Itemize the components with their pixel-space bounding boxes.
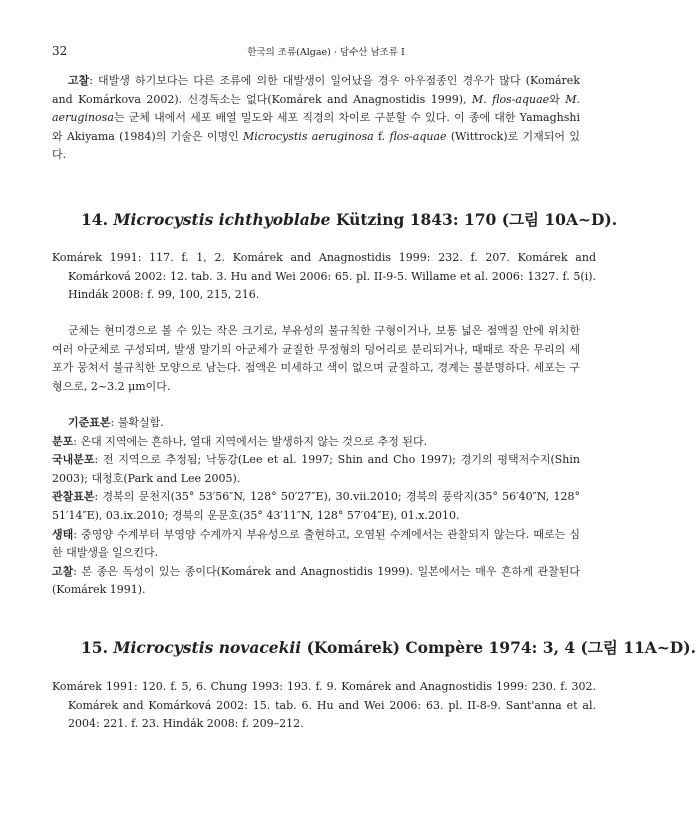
remarks-text-2: 와: [549, 92, 566, 106]
ecology-text: : 중영양 수계부터 부영양 수계까지 부유성으로 출현하고, 오염된 수계에서는 관찰되지 않는다. 때로는 심한 대발생을 일으킨다.: [52, 527, 580, 560]
species-14-details: [52, 414, 580, 600]
species-14-heading: [81, 208, 617, 230]
remarks-text-5: (Wittrock)로 기재되어 있다.: [52, 129, 580, 162]
species-15-number: 15.: [81, 638, 108, 657]
remarks-text-3: 는 군체 내에서 세포 배열 밀도와 세포 직경의 차이로 구분할 수 있다. 이 종에 대한 Yamaghshi와 Akiyama (1984)의 기술은 이명인: [52, 111, 580, 143]
distribution-label: 분포: [52, 434, 74, 448]
species-14-references: Komárek 1991: 117. f. 1, 2. Komárek and Anagnostidis 1999: 232. f. 207. Komárek and Komárková 2002: 12. tab. 3. Hu and Wei 2006: 65. pl. II-9-5. Willame et al. 2006: 1327. f. 5(i). Hindák 2008: f. 99, 100, 215, 216.: [52, 251, 596, 302]
remarks-text-4: f.: [373, 129, 390, 143]
species-14-remarks-label: 고찰: [52, 564, 74, 578]
remarks-taxon-2: M. aeruginosa: [52, 92, 580, 125]
korea-distribution-text: : 전 지역으로 추정됨; 낙동강(Lee et al. 1997; Shin and Cho 1997); 경기의 평택저수지(Shin 2003); 대청호(Park and Lee 2005).: [52, 453, 580, 485]
remarks-label: 고찰: [68, 74, 90, 87]
species-15-name: Microcystis novacekii: [113, 638, 302, 657]
remarks-taxon-1: M. flos-aquae: [471, 92, 550, 106]
species-14-authority: Kützing 1843: 170 (그림 10A~D).: [330, 210, 618, 229]
type-text: : 불확실함.: [110, 416, 164, 429]
type-label: 기준표본: [68, 416, 111, 429]
remarks-taxon-4: flos-aquae: [389, 129, 447, 143]
species-14-description: 군체는 현미경으로 볼 수 있는 작은 크기로, 부유성의 불규칙한 구형이거나, 보통 넓은 점액질 안에 위치한 여러 아군체로 구성되며, 발생 말기의 아군체가 균질한 무정형의 덩어리로 분리되거나, 때때로 작은 무리의 세포가 뭉쳐서 불규칙한 모양으로 남는다. 점액은 미세하고 색이 없으며 균질하고, 경계는 불분명하다. 세포는 구형으로, 2~3.2 μm이다.: [52, 324, 580, 393]
remarks-taxon-3: Microcystis aeruginosa: [243, 129, 374, 143]
species-15-authority: (Komárek) Compère 1974: 3, 4 (그림 11A~D).: [301, 638, 696, 657]
running-header: 한국의 조류(Algae) · 담수산 남조류 I: [247, 47, 405, 58]
korea-distribution-label: 국내분포: [52, 453, 95, 467]
distribution-text: : 온대 지역에는 흔하나, 열대 지역에서는 발생하지 않는 것으로 추정 된다.: [73, 434, 428, 448]
species-14-name: Microcystis ichthyoblabe: [113, 210, 331, 229]
species-14-remarks-text: : 본 종은 독성이 있는 종이다(Komárek and Anagnostidis 1999). 일본에서는 매우 흔하게 관찰된다(Komárek 1991).: [52, 564, 580, 597]
species-14-number: 14.: [81, 210, 108, 229]
species-15-heading: [81, 636, 696, 658]
observed-specimens-label: 관찰표본: [52, 490, 95, 504]
observed-specimens-text: : 경북의 문천지(35° 53′56″N, 128° 50′27″E), 30.vii.2010; 경북의 풍락지(35° 56′40″N, 128° 51′14″E), 03.ix.2010; 경북의 운문호(35° 43′11″N, 128° 57′04″E), 01.x.2010.: [52, 490, 580, 522]
species-15-references: Komárek 1991: 120. f. 5, 6. Chung 1993: 193. f. 9. Komárek and Anagnostidis 1999: 230. f. 302. Komárek and Komárková 2002: 15. tab. 6. Hu and Wei 2006: 63. pl. II-8-9. Sant'anna et al. 2004: 221. f. 23. Hindák 2008: f. 209–212.: [52, 680, 596, 731]
remarks-paragraph: [52, 72, 580, 165]
page-number: 32: [52, 44, 68, 58]
remarks-text-1: : 대발생 하기보다는 다른 조류에 의한 대발생이 일어났을 경우 아우점종인 경우가 많다 (Komárek and Komárkova 2002). 신경독소는 없다(Komárek and Anagnostidis 1999),: [52, 74, 580, 106]
ecology-label: 생태: [52, 527, 74, 541]
